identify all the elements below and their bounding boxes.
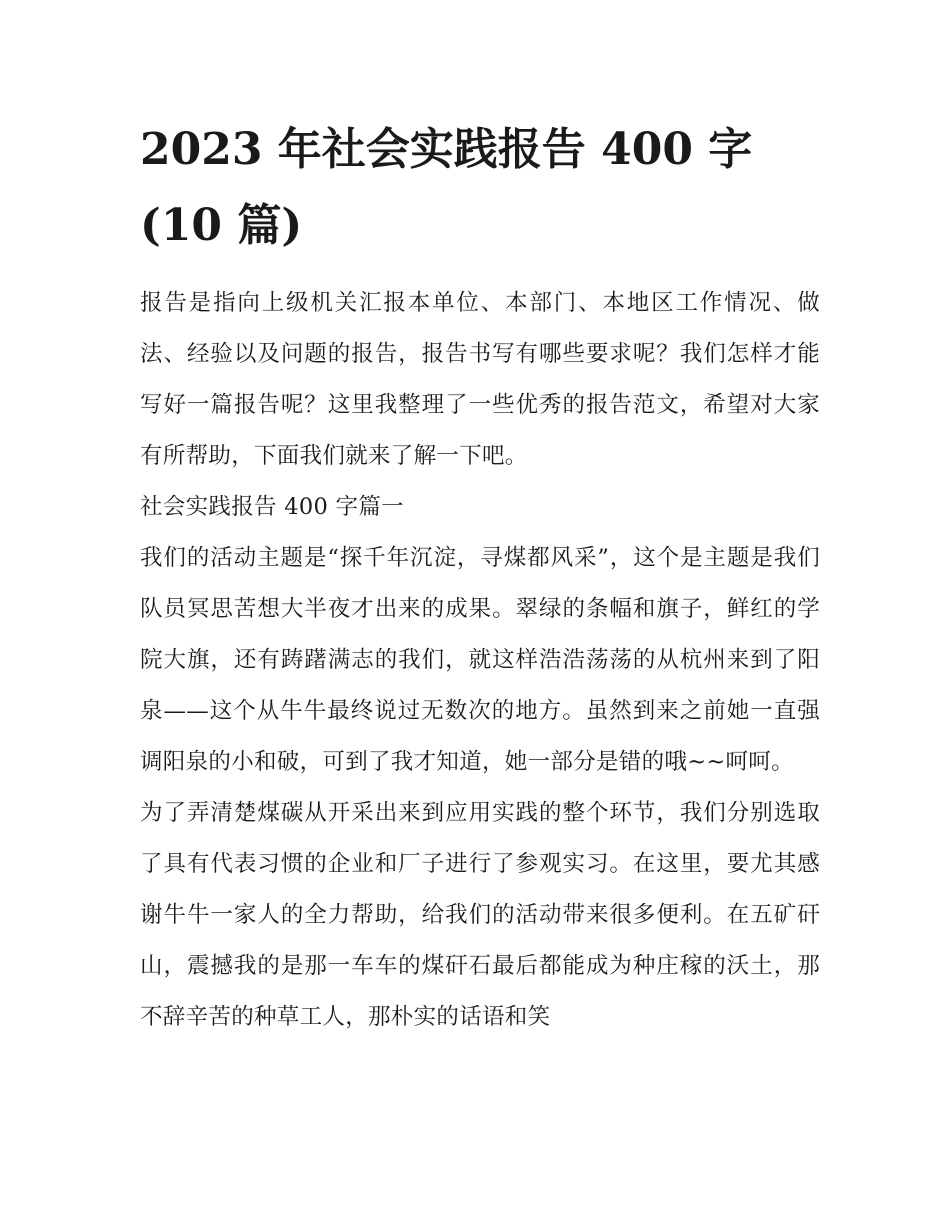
body-paragraph-2: 为了弄清楚煤碳从开采出来到应用实践的整个环节，我们分别选取了具有代表习惯的企业和厂子进行了参观实习。在这里，要尤其感谢牛牛一家人的全力帮助，给我们的活动带来很多便利。在五矿矸山，震撼我的是那一车车的煤矸石最后都能成为种庄稼的沃土，那不辞辛苦的种草工人，那朴实的话语和笑 — [140, 800, 820, 1030]
document-page — [140, 112, 820, 1043]
document-title — [140, 112, 820, 264]
body-paragraph-1: 我们的活动主题是“探千年沉淀，寻煤都风采”，这个是主题是我们队员冥思苦想大半夜才出来的成果。翠绿的条幅和旗子，鲜红的学院大旗，还有踌躇满志的我们，就这样浩浩荡荡的从杭州来到了阳泉——这个从牛牛最终说过无数次的地方。虽然到来之前她一直强调阳泉的小和破，可到了我才知道，她一部分是错的哦~~呵呵。 — [140, 545, 820, 775]
section-heading: 社会实践报告 400 字篇一 — [140, 494, 404, 520]
title-line-1: 2023 年社会实践报告 400 字 — [140, 124, 753, 175]
intro-paragraph: 报告是指向上级机关汇报本单位、本部门、本地区工作情况、做法、经验以及问题的报告，报告书写有哪些要求呢？我们怎样才能写好一篇报告呢？这里我整理了一些优秀的报告范文，希望对大家有所帮助，下面我们就来了解一下吧。 — [140, 290, 820, 469]
title-line-2: (10 篇) — [140, 200, 303, 251]
